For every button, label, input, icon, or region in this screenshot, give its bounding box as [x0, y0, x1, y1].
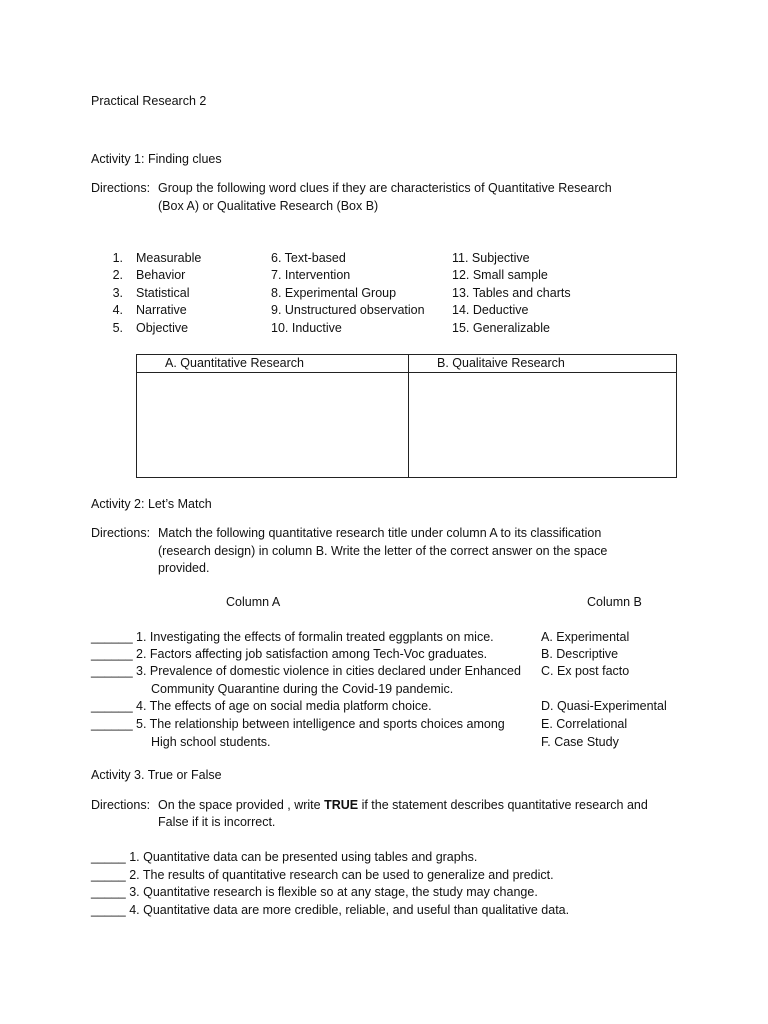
column-a-heading: Column A — [226, 595, 281, 609]
clue-item: 15. Generalizable — [452, 321, 550, 335]
match-item-continuation: Community Quarantine during the Covid-19 pandemic. — [151, 682, 454, 696]
match-item-text: 2. Factors affecting job satisfaction among Tech-Voc graduates. — [136, 647, 488, 661]
match-item-text: 1. Investigating the effects of formalin treated eggplants on mice. — [136, 630, 494, 644]
clue-item: Measurable — [136, 251, 202, 265]
clue-item: 8. Experimental Group — [271, 286, 397, 300]
box-b-label: B. Qualitaive Research — [437, 356, 565, 370]
clue-item: 11. Subjective — [452, 251, 530, 265]
true-false-item[interactable]: _____ 3. Quantitative research is flexible so at any stage, the study may change. — [91, 885, 538, 899]
answer-blank[interactable]: ______ — [91, 630, 133, 644]
choice-item: B. Descriptive — [541, 647, 619, 661]
activity1-directions-line2: (Box A) or Qualitative Research (Box B) — [158, 199, 379, 213]
answer-blank[interactable]: ______ — [91, 699, 133, 713]
clue-item: 10. Inductive — [271, 321, 342, 335]
clue-number: 3. — [112, 286, 123, 300]
true-false-item[interactable]: _____ 1. Quantitative data can be presented using tables and graphs. — [91, 850, 478, 864]
box-b-answer-area[interactable] — [409, 373, 677, 478]
classification-table — [136, 354, 677, 478]
match-item-text: 3. Prevalence of domestic violence in cities declared under Enhanced — [136, 664, 521, 678]
document-title: Practical Research 2 — [91, 94, 207, 108]
activity3-directions-label: Directions: — [91, 798, 151, 812]
clue-item: 14. Deductive — [452, 303, 529, 317]
clue-item: 13. Tables and charts — [452, 286, 571, 300]
activity3-directions-line1 — [158, 798, 648, 812]
clue-number: 1. — [112, 251, 123, 265]
activity3-directions-line2: False if it is incorrect. — [158, 815, 276, 829]
match-item-continuation: High school students. — [151, 735, 271, 749]
clue-number: 4. — [112, 303, 123, 317]
clue-item: 6. Text-based — [271, 251, 346, 265]
match-item-text: 4. The effects of age on social media platform choice. — [136, 699, 432, 713]
directions-text: if the statement describes quantitative research and — [358, 798, 648, 812]
answer-blank[interactable]: ______ — [91, 664, 133, 678]
activity2-title: Activity 2: Let’s Match — [91, 497, 212, 511]
answer-blank[interactable]: ______ — [91, 717, 133, 731]
activity1-directions-line1: Group the following word clues if they are characteristics of Quantitative Research — [158, 181, 612, 195]
column-b-heading: Column B — [587, 595, 642, 609]
clue-item: Behavior — [136, 268, 186, 282]
choice-item: F. Case Study — [541, 735, 619, 749]
activity1-title: Activity 1: Finding clues — [91, 152, 222, 166]
clue-item: 9. Unstructured observation — [271, 303, 425, 317]
clue-item: Statistical — [136, 286, 190, 300]
choice-item: D. Quasi-Experimental — [541, 699, 667, 713]
choice-item: A. Experimental — [541, 630, 630, 644]
box-a-label: A. Quantitative Research — [165, 356, 304, 370]
clue-item: 7. Intervention — [271, 268, 351, 282]
directions-text: On the space provided , write — [158, 798, 325, 812]
choice-item: C. Ex post facto — [541, 664, 630, 678]
activity2-directions-line3: provided. — [158, 561, 210, 575]
answer-blank[interactable]: ______ — [91, 647, 133, 661]
choice-item: E. Correlational — [541, 717, 628, 731]
true-false-item[interactable]: _____ 2. The results of quantitative research can be used to generalize and predict. — [91, 868, 554, 882]
true-false-item[interactable]: _____ 4. Quantitative data are more credible, reliable, and useful than qualitative data. — [91, 903, 570, 917]
activity3-title: Activity 3. True or False — [91, 768, 222, 782]
clue-number: 5. — [112, 321, 123, 335]
match-item-text: 5. The relationship between intelligence and sports choices among — [136, 717, 505, 731]
clue-item: 12. Small sample — [452, 268, 548, 282]
clue-item: Narrative — [136, 303, 187, 317]
clue-number: 2. — [112, 268, 123, 282]
box-b-header — [409, 355, 677, 373]
activity2-directions-line1: Match the following quantitative research title under column A to its classification — [158, 526, 602, 540]
activity2-directions-label: Directions: — [91, 526, 151, 540]
box-a-header — [137, 355, 409, 373]
directions-true-emphasis: TRUE — [324, 798, 359, 812]
activity1-directions-label: Directions: — [91, 181, 151, 195]
clue-item: Objective — [136, 321, 189, 335]
activity2-directions-line2: (research design) in column B. Write the letter of the correct answer on the space — [158, 544, 608, 558]
box-a-answer-area[interactable] — [137, 373, 409, 478]
